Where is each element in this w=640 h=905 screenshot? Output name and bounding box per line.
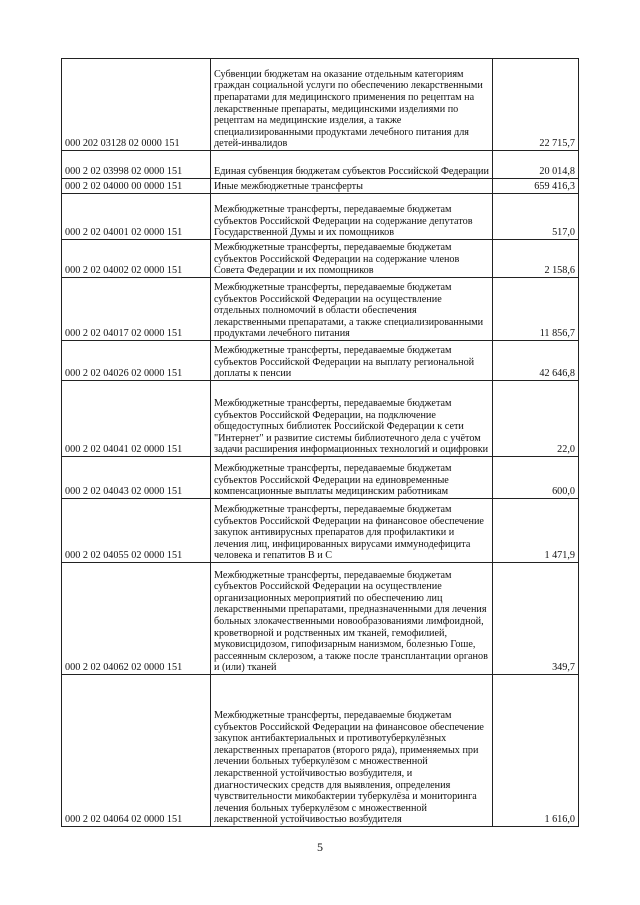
budget-amount: 517,0 — [493, 194, 579, 240]
budget-code: 000 2 02 04002 02 0000 151 — [62, 240, 211, 278]
budget-description: Межбюджетные трансферты, передаваемые бюджетам субъектов Российской Федерации на финансовое обеспечение закупок антивирусных препаратов для профилактики и лечения лиц, инфицированных вирусами иммунодефицита человека и гепатитов В и С — [211, 499, 493, 563]
budget-code: 000 2 02 04043 02 0000 151 — [62, 457, 211, 499]
budget-code: 000 2 02 03998 02 0000 151 — [62, 151, 211, 179]
budget-description: Межбюджетные трансферты, передаваемые бюджетам субъектов Российской Федерации на осуществление отдельных полномочий в области обеспечения лекарственными препаратами, а также специализированными продуктами лечебного питания — [211, 278, 493, 341]
budget-code: 000 2 02 04000 00 0000 151 — [62, 179, 211, 194]
table-row — [62, 240, 579, 278]
budget-description: Иные межбюджетные трансферты — [211, 179, 493, 194]
budget-description: Межбюджетные трансферты, передаваемые бюджетам субъектов Российской Федерации на выплату региональной доплаты к пенсии — [211, 341, 493, 381]
table-row — [62, 563, 579, 675]
table-row — [62, 675, 579, 827]
budget-amount: 1 471,9 — [493, 499, 579, 563]
budget-code: 000 2 02 04062 02 0000 151 — [62, 563, 211, 675]
budget-code: 000 2 02 04001 02 0000 151 — [62, 194, 211, 240]
table-row — [62, 59, 579, 151]
budget-code: 000 202 03128 02 0000 151 — [62, 59, 211, 151]
table-row — [62, 151, 579, 179]
table-row — [62, 179, 579, 194]
table-row — [62, 499, 579, 563]
budget-amount: 20 014,8 — [493, 151, 579, 179]
table-row — [62, 381, 579, 457]
budget-amount: 11 856,7 — [493, 278, 579, 341]
budget-code: 000 2 02 04026 02 0000 151 — [62, 341, 211, 381]
budget-amount: 22 715,7 — [493, 59, 579, 151]
budget-code: 000 2 02 04041 02 0000 151 — [62, 381, 211, 457]
budget-amount: 42 646,8 — [493, 341, 579, 381]
budget-description: Межбюджетные трансферты, передаваемые бюджетам субъектов Российской Федерации, на подключение общедоступных библиотек Российской Федерации к сети "Интернет" и развитие системы библиотечного дела с учётом задачи расширения информационных технологий и оцифровки — [211, 381, 493, 457]
table-row — [62, 194, 579, 240]
page-number: 5 — [317, 840, 323, 854]
budget-description: Межбюджетные трансферты, передаваемые бюджетам субъектов Российской Федерации на содержание членов Совета Федерации и их помощников — [211, 240, 493, 278]
table-row — [62, 278, 579, 341]
budget-amount: 349,7 — [493, 563, 579, 675]
budget-code: 000 2 02 04064 02 0000 151 — [62, 675, 211, 827]
budget-amount: 600,0 — [493, 457, 579, 499]
budget-amount: 659 416,3 — [493, 179, 579, 194]
budget-table — [61, 58, 579, 827]
budget-amount: 22,0 — [493, 381, 579, 457]
budget-amount: 1 616,0 — [493, 675, 579, 827]
budget-description: Межбюджетные трансферты, передаваемые бюджетам субъектов Российской Федерации на финансовое обеспечение закупок антибактериальных и противотуберкулёзных лекарственных препаратов (второго ряда), применяемых при лечении больных туберкулёзом с множественной лекарственной устойчивостью возбудителя, и диагностических средств для выявления, определения чувствительности микобактерии туберкулёза и мониторинга лечения больных туберкулёзом с множественной лекарственной устойчивостью возбудителя — [211, 675, 493, 827]
budget-code: 000 2 02 04055 02 0000 151 — [62, 499, 211, 563]
budget-description: Межбюджетные трансферты, передаваемые бюджетам субъектов Российской Федерации на единовременные компенсационные выплаты медицинским работникам — [211, 457, 493, 499]
budget-code: 000 2 02 04017 02 0000 151 — [62, 278, 211, 341]
budget-description: Единая субвенция бюджетам субъектов Российской Федерации — [211, 151, 493, 179]
budget-description: Субвенции бюджетам на оказание отдельным категориям граждан социальной услуги по обеспечению лекарственными препаратами для медицинского применения по рецептам на лекарственные препараты, медицинскими изделиями по рецептам на медицинские изделия, а также специализированными продуктами лечебного питания для детей-инвалидов — [211, 59, 493, 151]
budget-description: Межбюджетные трансферты, передаваемые бюджетам субъектов Российской Федерации на осуществление организационных мероприятий по обеспечению лиц лекарственными препаратами, предназначенными для лечения больных злокачественными новообразованиями лимфоидной, кроветворной и родственных им тканей, гемофилией, муковисцидозом, гипофизарным нанизмом, болезнью Гоше, рассеянным склерозом, а также после трансплантации органов и (или) тканей — [211, 563, 493, 675]
table-row — [62, 341, 579, 381]
budget-amount: 2 158,6 — [493, 240, 579, 278]
budget-description: Межбюджетные трансферты, передаваемые бюджетам субъектов Российской Федерации на содержание депутатов Государственной Думы и их помощников — [211, 194, 493, 240]
table-row — [62, 457, 579, 499]
